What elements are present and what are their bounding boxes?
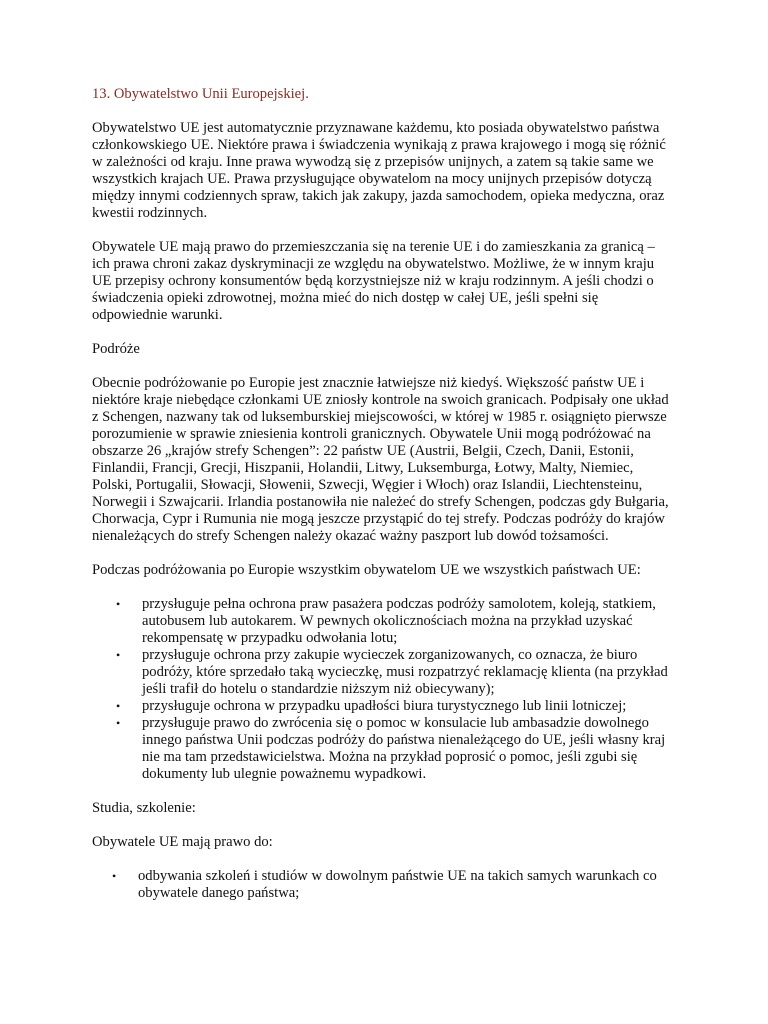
list-item bbox=[116, 698, 676, 715]
page-title: 13. Obywatelstwo Unii Europejskiej. bbox=[92, 86, 309, 102]
list-item-text: przysługuje pełna ochrona praw pasażera podczas podróży samolotem, koleją, statkiem, autobusem lub autokarem. W pewnych okolicznościach można na przykład uzyskać rekompensatę w przypadku odwołania lotu; bbox=[142, 596, 656, 646]
list-item bbox=[116, 715, 676, 783]
travel-paragraph: Obecnie podróżowanie po Europie jest znacznie łatwiejsze niż kiedyś. Większość państw UE i niektóre kraje niebędące członkami UE zniosły kontrole na swoich granicach. Podpisały one układ z Schengen, nazwany tak od luksemburskiej miejscowości, w której w 1985 r. osiągnięto pierwsze porozumienie w sprawie zniesienia kontroli granicznych. Obywatele Unii mogą podróżować na obszarze 26 „krajów strefy Schengen”: 22 państw UE (Austrii, Belgii, Czech, Danii, Estonii, Finlandii, Francji, Grecji, Hiszpanii, Holandii, Litwy, Luksemburga, Łotwy, Malty, Niemiec, Polski, Portugalii, Słowacji, Słowenii, Szwecji, Węgier i Włoch) oraz Islandii, Liechtensteinu, Norwegii i Szwajcarii. Irlandia postanowiła nie należeć do strefy Schengen, podczas gdy Bułgaria, Chorwacja, Cypr i Rumunia nie mogą jeszcze przystąpić do tej strefy. Podczas podróży do krajów nienależących do strefy Schengen należy okazać ważny paszport lub dowód tożsamości. bbox=[92, 375, 669, 544]
list-item bbox=[116, 647, 676, 698]
list-item bbox=[112, 868, 676, 902]
section-title-travel: Podróże bbox=[92, 341, 140, 357]
study-rights-list bbox=[92, 868, 676, 902]
list-item-text: przysługuje prawo do zwrócenia się o pomoc w konsulacie lub ambasadzie dowolnego innego państwa Unii podczas podróży do państwa nienależącego do UE, jeśli własny kraj nie ma tam przedstawicielstwa. Można na przykład poprosić o pomoc, jeśli zgubi się dokumenty lub ulegnie poważnemu wypadkowi. bbox=[142, 715, 666, 782]
bullet-icon: • bbox=[116, 699, 121, 713]
bullet-icon: • bbox=[112, 869, 117, 883]
bullet-icon: • bbox=[116, 597, 121, 611]
list-item bbox=[116, 596, 676, 647]
study-list-intro: Obywatele UE mają prawo do: bbox=[92, 834, 273, 850]
list-item-text: przysługuje ochrona przy zakupie wycieczek zorganizowanych, co oznacza, że biuro podróży, które sprzedało taką wycieczkę, musi rozpatrzyć reklamację klienta (na przykład jeśli trafił do hotelu o standardzie niższym niż obiecywany); bbox=[142, 647, 668, 697]
list-item-text: przysługuje ochrona w przypadku upadłości biura turystycznego lub linii lotniczej; bbox=[142, 698, 627, 714]
bullet-icon: • bbox=[116, 648, 121, 662]
intro-paragraph-2: Obywatele UE mają prawo do przemieszczania się na terenie UE i do zamieszkania za granicą – ich prawa chroni zakaz dyskryminacji ze względu na obywatelstwo. Możliwe, że w innym kraju UE przepisy ochrony konsumentów będą korzystniejsze niż w kraju rodzinnym. A jeśli chodzi o świadczenia opieki zdrowotnej, można mieć do nich dostęp w całej UE, jeśli spełni się odpowiednie warunki. bbox=[92, 239, 655, 323]
travel-list-intro: Podczas podróżowania po Europie wszystkim obywatelom UE we wszystkich państwach UE: bbox=[92, 562, 641, 578]
section-title-study: Studia, szkolenie: bbox=[92, 800, 196, 816]
list-item-text: odbywania szkoleń i studiów w dowolnym państwie UE na takich samych warunkach co obywatele danego państwa; bbox=[138, 868, 657, 901]
travel-rights-list bbox=[92, 596, 676, 783]
bullet-icon: • bbox=[116, 716, 121, 730]
intro-paragraph-1: Obywatelstwo UE jest automatycznie przyznawane każdemu, kto posiada obywatelstwo państwa członkowskiego UE. Niektóre prawa i świadczenia wynikają z prawa krajowego i mogą się różnić w zależności od kraju. Inne prawa wywodzą się z przepisów unijnych, a zatem są takie same we wszystkich krajach UE. Prawa przysługujące obywatelom na mocy unijnych przepisów dotyczą między innymi codziennych spraw, takich jak zakupy, jazda samochodem, opieka medyczna, oraz kwestii rodzinnych. bbox=[92, 120, 666, 221]
